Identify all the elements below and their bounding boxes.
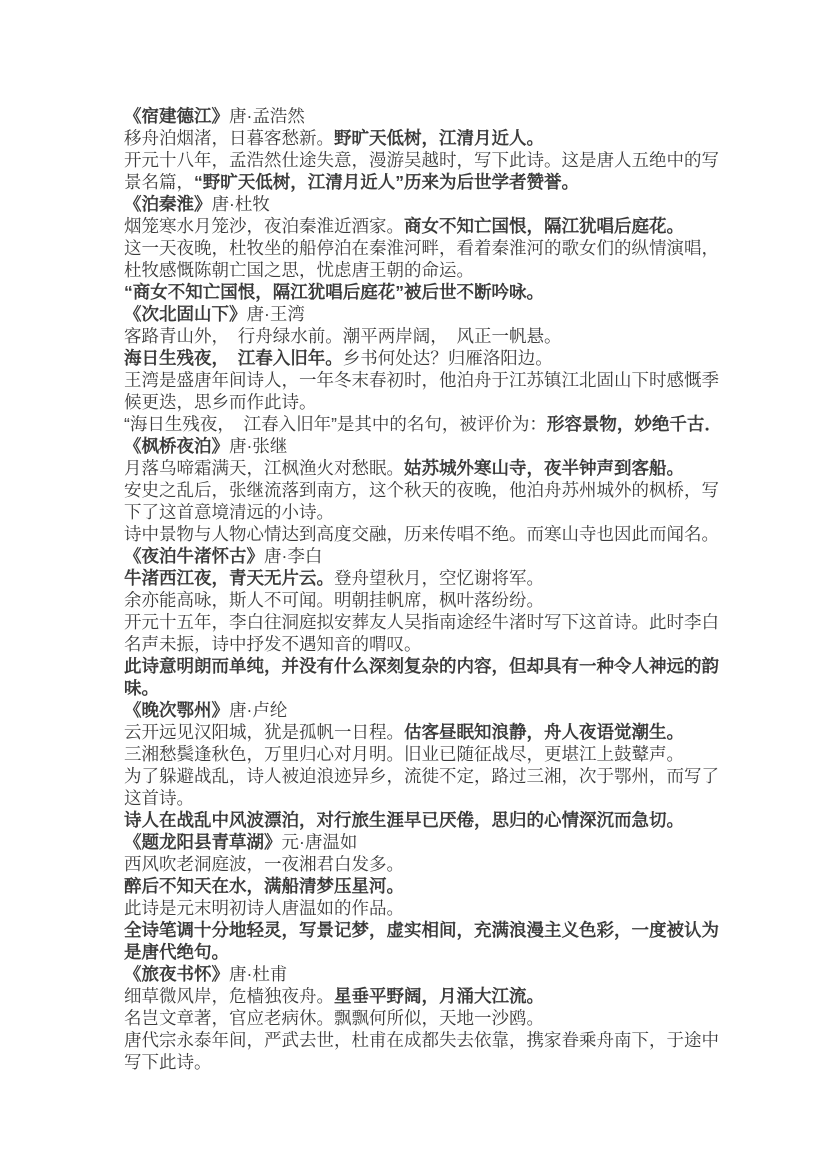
text-line: [124, 765, 728, 787]
text-line: [124, 259, 728, 281]
highlight-text: “商女不知亡国恨，隔江犹唱后庭花”被后世不断吟咏。: [124, 282, 544, 302]
text-line: [124, 281, 728, 303]
poem-title: 《晚次鄂州》: [124, 700, 229, 720]
body-text: 候更迭，思乡而作此诗。: [124, 392, 317, 412]
text-line: [124, 347, 728, 369]
text-line: [124, 501, 728, 523]
text-line: [124, 523, 728, 545]
text-line: [124, 589, 728, 611]
text-line: [124, 809, 728, 831]
body-text: 云开远见汉阳城，犹是孤帆一日程。: [124, 722, 404, 742]
text-line: [124, 853, 728, 875]
body-text: 移舟泊烟渚，日暮客愁新。: [124, 128, 334, 148]
text-line: [124, 1051, 728, 1073]
body-text: 乡书何处达？归雁洛阳边。: [342, 348, 553, 368]
text-line: [124, 325, 728, 347]
text-line: [124, 1029, 728, 1051]
body-text: 开元十五年，李白往洞庭拟安葬友人吴指南途经牛渚时写下这首诗。此时李白: [124, 612, 719, 632]
body-text: 安史之乱后，张继流落到南方，这个秋天的夜晚，他泊舟苏州城外的枫桥，写: [124, 480, 719, 500]
text-line: [124, 149, 728, 171]
body-text: 这一天夜晚，杜牧坐的船停泊在秦淮河畔，看着秦淮河的歌女们的纵情演唱，: [124, 238, 719, 258]
text-line: [124, 897, 728, 919]
highlight-text: 是唐代绝句。: [124, 942, 229, 962]
text-line: [124, 721, 728, 743]
text-line: [124, 369, 728, 391]
text-line: [124, 171, 728, 193]
poem-title: 《泊秦淮》: [124, 194, 212, 214]
text-line: [124, 677, 728, 699]
poem-author: 唐·李白: [264, 546, 323, 566]
body-text: 此诗是元末明初诗人唐温如的作品。: [124, 898, 404, 918]
text-line: [124, 941, 728, 963]
text-line: [124, 655, 728, 677]
highlight-text: 星垂平野阔，月涌大江流。: [334, 986, 544, 1006]
highlight-text: 形容景物，妙绝千古．: [546, 414, 722, 434]
body-text: 唐代宗永泰年间，严武去世，杜甫在成都失去依靠，携家眷乘舟南下，于途中: [124, 1030, 719, 1050]
text-line: [124, 413, 728, 435]
body-text: 名岂文章著，官应老病休。飘飘何所似，天地一沙鸥。: [124, 1008, 544, 1028]
body-text: 月落乌啼霜满天，江枫渔火对愁眠。: [124, 458, 404, 478]
highlight-text: 味。: [124, 678, 159, 698]
body-text: 王湾是盛唐年间诗人，一年冬末春初时，他泊舟于江苏镇江北固山下时感慨季: [124, 370, 719, 390]
poem-author: 唐·卢纶: [229, 700, 288, 720]
body-text: 这首诗。: [124, 788, 194, 808]
poem-author: 唐·杜甫: [229, 964, 288, 984]
poem-header: [124, 699, 728, 721]
highlight-text: 此诗意明朗而单纯，并没有什么深刻复杂的内容，但却具有一种令人神远的韵: [124, 656, 719, 676]
poem-header: [124, 303, 728, 325]
body-text: 景名篇，: [124, 172, 194, 192]
poem-author: 唐·杜牧: [211, 194, 270, 214]
text-line: [124, 391, 728, 413]
poem-author: 元·唐温如: [281, 832, 358, 852]
text-line: [124, 567, 728, 589]
text-line: [124, 127, 728, 149]
highlight-text: 牛渚西江夜，青天无片云。: [124, 568, 334, 588]
text-line: [124, 743, 728, 765]
body-text: 为了躲避战乱，诗人被迫浪迹异乡，流徙不定，路过三湘，次于鄂州，而写了: [124, 766, 719, 786]
body-text: “海日生残夜， 江春入旧年”是其中的名句，被评价为：: [124, 414, 547, 434]
poem-header: [124, 963, 728, 985]
highlight-text: 商女不知亡国恨，隔江犹唱后庭花。: [404, 216, 684, 236]
body-text: 西风吹老洞庭波，一夜湘君白发多。: [124, 854, 404, 874]
poem-author: 唐·王湾: [246, 304, 305, 324]
poem-title: 《题龙阳县青草湖》: [124, 832, 282, 852]
text-line: [124, 787, 728, 809]
text-line: [124, 479, 728, 501]
highlight-text: 野旷天低树，江清月近人。: [334, 128, 544, 148]
body-text: 名声未振，诗中抒发不遇知音的喟叹。: [124, 634, 422, 654]
text-line: [124, 237, 728, 259]
text-line: [124, 985, 728, 1007]
text-line: [124, 633, 728, 655]
highlight-text: 姑苏城外寒山寺，夜半钟声到客船。: [404, 458, 684, 478]
text-line: [124, 611, 728, 633]
text-line: [124, 875, 728, 897]
text-line: [124, 1007, 728, 1029]
highlight-text: 醉后不知天在水，满船清梦压星河。: [124, 876, 404, 896]
poem-header: [124, 545, 728, 567]
body-text: 余亦能高咏，斯人不可闻。明朝挂帆席，枫叶落纷纷。: [124, 590, 544, 610]
highlight-text: 诗人在战乱中风波漂泊，对行旅生涯早已厌倦，思归的心情深沉而急切。: [124, 810, 684, 830]
body-text: 开元十八年，孟浩然仕途失意，漫游吴越时，写下此诗。这是唐人五绝中的写: [124, 150, 719, 170]
body-text: 诗中景物与人物心情达到高度交融，历来传唱不绝。而寒山寺也因此而闻名。: [124, 524, 719, 544]
body-text: 写下此诗。: [124, 1052, 212, 1072]
poem-header: [124, 831, 728, 853]
poem-header: [124, 193, 728, 215]
poem-title: 《夜泊牛渚怀古》: [124, 546, 264, 566]
body-text: 杜牧感慨陈朝亡国之思，忧虑唐王朝的命运。: [124, 260, 474, 280]
highlight-text: 海日生残夜， 江春入旧年。: [124, 348, 343, 368]
body-text: 下了这首意境清远的小诗。: [124, 502, 334, 522]
highlight-text: 估客昼眠知浪静，舟人夜语觉潮生。: [404, 722, 684, 742]
text-line: [124, 457, 728, 479]
poem-author: 唐·张继: [229, 436, 288, 456]
poem-title: 《枫桥夜泊》: [124, 436, 229, 456]
poem-title: 《次北固山下》: [124, 304, 247, 324]
poem-author: 唐·孟浩然: [229, 106, 305, 126]
body-text: 登舟望秋月，空忆谢将军。: [334, 568, 544, 588]
text-line: [124, 215, 728, 237]
body-text: 细草微风岸，危樯独夜舟。: [124, 986, 334, 1006]
poem-title: 《旅夜书怀》: [124, 964, 229, 984]
text-line: [124, 919, 728, 941]
body-text: 客路青山外， 行舟绿水前。潮平两岸阔， 风正一帆悬。: [124, 326, 562, 346]
highlight-text: “野旷天低树，江清月近人”历来为后世学者赞誉。: [194, 172, 579, 192]
body-text: 烟笼寒水月笼沙，夜泊秦淮近酒家。: [124, 216, 404, 236]
poem-header: [124, 105, 728, 127]
highlight-text: 全诗笔调十分地轻灵，写景记梦，虚实相间，充满浪漫主义色彩，一度被认为: [124, 920, 719, 940]
poem-title: 《宿建德江》: [124, 106, 229, 126]
body-text: 三湘愁鬓逢秋色，万里归心对月明。旧业已随征战尽，更堪江上鼓鼙声。: [124, 744, 684, 764]
poem-header: [124, 435, 728, 457]
